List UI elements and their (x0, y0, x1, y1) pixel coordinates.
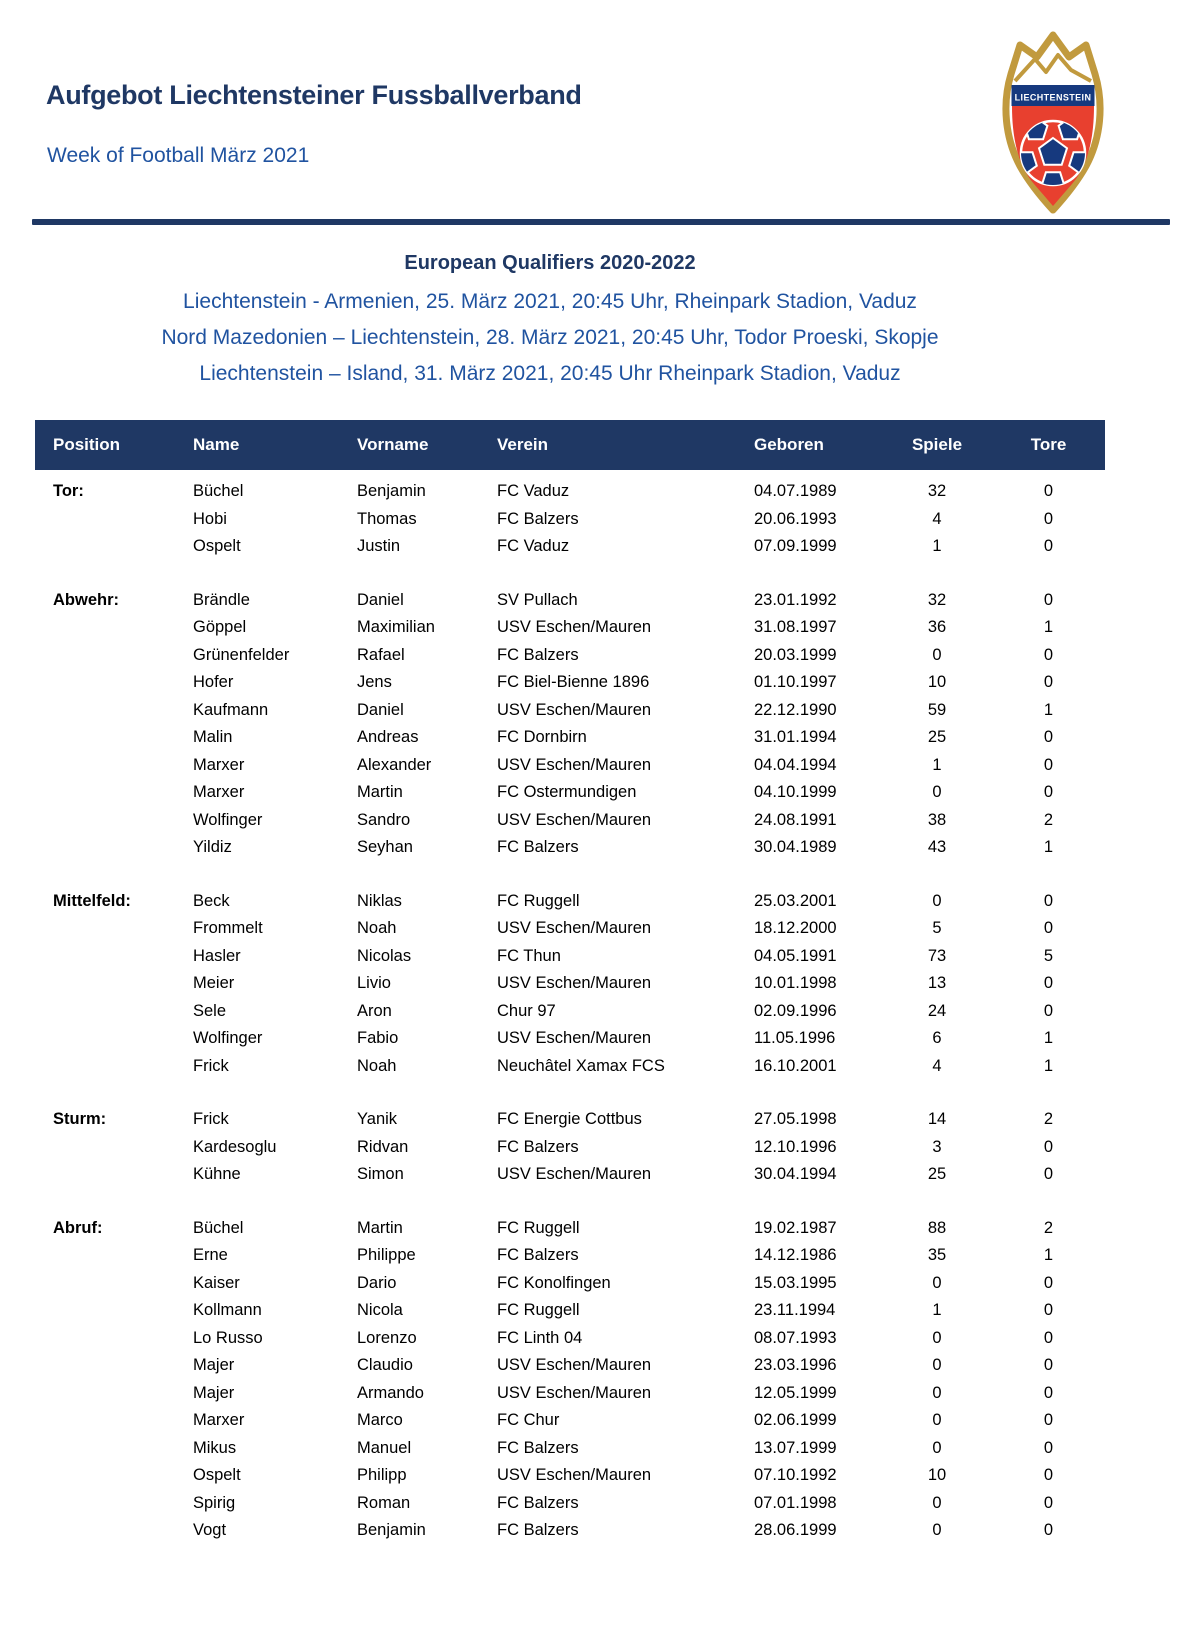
cell-geboren: 02.09.1996 (754, 1001, 837, 1020)
cell-name: Ospelt (193, 537, 241, 556)
cell-name: Wolfinger (193, 810, 263, 829)
table-row (35, 779, 1105, 807)
cell-geboren: 02.06.1999 (754, 1411, 837, 1430)
cell-spiele: 6 (932, 1029, 942, 1048)
cell-spiele: 1 (932, 1301, 942, 1320)
cell-name: Wolfinger (193, 1029, 263, 1048)
cell-geboren: 10.01.1998 (754, 974, 837, 993)
table-section (35, 478, 1105, 561)
table-section (35, 1106, 1105, 1189)
cell-verein: FC Thun (497, 946, 561, 965)
cell-geboren: 07.01.1998 (754, 1493, 837, 1512)
cell-name: Lo Russo (193, 1328, 263, 1347)
cell-name: Beck (193, 891, 230, 910)
cell-geboren: 18.12.2000 (754, 919, 837, 938)
cell-tore: 0 (1043, 673, 1054, 692)
cell-verein: FC Balzers (497, 838, 579, 857)
cell-name: Büchel (193, 1218, 244, 1237)
match-line-2: Nord Mazedonien – Liechtenstein, 28. März 2021, 20:45 Uhr, Todor Proeski, Skopje (161, 326, 939, 349)
header-divider (32, 219, 1170, 225)
cell-name: Mikus (193, 1438, 237, 1457)
cell-name: Malin (193, 728, 233, 747)
cell-vorname: Philipp (357, 1466, 407, 1485)
cell-position: Sturm: (53, 1110, 107, 1129)
cell-vorname: Andreas (357, 728, 419, 747)
cell-geboren: 30.04.1989 (754, 838, 837, 857)
cell-tore: 0 (1043, 482, 1054, 501)
cell-name: Hofer (193, 673, 234, 692)
cell-spiele: 32 (927, 482, 947, 501)
column-header-spiele: Spiele (911, 435, 963, 454)
qualifiers-title: European Qualifiers 2020-2022 (404, 252, 696, 274)
cell-geboren: 16.10.2001 (754, 1056, 837, 1075)
table-row (35, 1325, 1105, 1353)
table-row (35, 724, 1105, 752)
cell-geboren: 31.08.1997 (754, 618, 837, 637)
cell-verein: USV Eschen/Mauren (497, 810, 652, 829)
cell-spiele: 73 (927, 946, 947, 965)
cell-spiele: 25 (927, 1165, 947, 1184)
table-row (35, 1106, 1105, 1134)
table-row (35, 506, 1105, 534)
cell-tore: 1 (1043, 700, 1054, 719)
column-header-geboren: Geboren (754, 435, 824, 454)
table-row (35, 642, 1105, 670)
cell-tore: 0 (1043, 728, 1054, 747)
cell-tore: 0 (1043, 891, 1054, 910)
cell-vorname: Ridvan (357, 1137, 409, 1156)
cell-name: Büchel (193, 482, 244, 501)
cell-verein: FC Balzers (497, 1521, 579, 1540)
cell-name: Grünenfelder (193, 645, 290, 664)
cell-name: Kaufmann (193, 700, 269, 719)
crest-banner-text: LIECHTENSTEIN (1014, 92, 1092, 103)
cell-name: Erne (193, 1246, 228, 1265)
page-subtitle: Week of Football März 2021 (47, 144, 310, 167)
match-line-3: Liechtenstein – Island, 31. März 2021, 20:45 Uhr Rheinpark Stadion, Vaduz (199, 362, 901, 385)
cell-vorname: Niklas (357, 891, 402, 910)
cell-tore: 1 (1043, 618, 1054, 637)
cell-verein: Chur 97 (497, 1001, 556, 1020)
cell-vorname: Nicola (357, 1301, 403, 1320)
cell-spiele: 0 (932, 1521, 942, 1540)
cell-spiele: 24 (927, 1001, 947, 1020)
cell-verein: FC Biel-Bienne 1896 (497, 673, 650, 692)
cell-geboren: 01.10.1997 (754, 673, 837, 692)
table-row (35, 943, 1105, 971)
cell-name: Brändle (193, 590, 250, 609)
cell-verein: USV Eschen/Mauren (497, 919, 652, 938)
cell-spiele: 32 (927, 590, 947, 609)
cell-spiele: 4 (932, 509, 942, 528)
cell-name: Frommelt (193, 919, 263, 938)
cell-verein: FC Balzers (497, 1493, 579, 1512)
cell-verein: FC Balzers (497, 1438, 579, 1457)
cell-vorname: Justin (357, 537, 401, 556)
lfv-crest-logo (998, 30, 1108, 216)
cell-geboren: 23.03.1996 (754, 1356, 837, 1375)
cell-verein: SV Pullach (497, 590, 578, 609)
cell-tore: 0 (1043, 1466, 1054, 1485)
table-row (35, 1407, 1105, 1435)
cell-name: Majer (193, 1383, 235, 1402)
cell-verein: USV Eschen/Mauren (497, 1356, 652, 1375)
cell-verein: FC Ruggell (497, 1301, 580, 1320)
table-row (35, 1380, 1105, 1408)
table-header-row (35, 420, 1105, 470)
cell-verein: FC Dornbirn (497, 728, 587, 747)
cell-verein: FC Linth 04 (497, 1328, 583, 1347)
cell-tore: 2 (1043, 810, 1054, 829)
cell-geboren: 04.10.1999 (754, 783, 837, 802)
table-row (35, 614, 1105, 642)
cell-verein: FC Balzers (497, 509, 579, 528)
cell-spiele: 43 (927, 838, 947, 857)
table-row (35, 1490, 1105, 1518)
cell-vorname: Martin (357, 1218, 403, 1237)
match-line-1: Liechtenstein - Armenien, 25. März 2021, 20:45 Uhr, Rheinpark Stadion, Vaduz (183, 290, 917, 313)
cell-vorname: Alexander (357, 755, 432, 774)
cell-spiele: 5 (932, 919, 942, 938)
table-section (35, 587, 1105, 862)
cell-vorname: Simon (357, 1165, 404, 1184)
cell-tore: 0 (1043, 1328, 1054, 1347)
cell-spiele: 38 (927, 810, 947, 829)
cell-vorname: Nicolas (357, 946, 412, 965)
table-row (35, 1134, 1105, 1162)
cell-vorname: Martin (357, 783, 403, 802)
cell-name: Göppel (193, 618, 247, 637)
cell-tore: 2 (1043, 1218, 1054, 1237)
cell-geboren: 07.10.1992 (754, 1466, 837, 1485)
cell-spiele: 0 (932, 1383, 942, 1402)
cell-geboren: 22.12.1990 (754, 700, 837, 719)
cell-spiele: 36 (927, 618, 947, 637)
cell-vorname: Marco (357, 1411, 403, 1430)
cell-spiele: 0 (932, 783, 942, 802)
cell-geboren: 31.01.1994 (754, 728, 837, 747)
cell-geboren: 15.03.1995 (754, 1273, 837, 1292)
cell-vorname: Sandro (357, 810, 411, 829)
cell-name: Meier (193, 974, 235, 993)
cell-name: Ospelt (193, 1466, 241, 1485)
cell-name: Vogt (193, 1521, 227, 1540)
cell-position: Tor: (53, 482, 84, 501)
cell-vorname: Philippe (357, 1246, 416, 1265)
cell-geboren: 12.05.1999 (754, 1383, 837, 1402)
cell-tore: 0 (1043, 1273, 1054, 1292)
cell-spiele: 1 (932, 755, 942, 774)
cell-vorname: Rafael (357, 645, 405, 664)
cell-tore: 0 (1043, 509, 1054, 528)
cell-geboren: 24.08.1991 (754, 810, 837, 829)
table-row (35, 888, 1105, 916)
cell-vorname: Armando (357, 1383, 424, 1402)
cell-geboren: 14.12.1986 (754, 1246, 837, 1265)
cell-geboren: 04.07.1989 (754, 482, 837, 501)
cell-spiele: 13 (927, 974, 947, 993)
cell-tore: 0 (1043, 1165, 1054, 1184)
cell-name: Kardesoglu (193, 1137, 277, 1156)
cell-geboren: 20.03.1999 (754, 645, 837, 664)
table-row (35, 1161, 1105, 1189)
cell-verein: FC Balzers (497, 1246, 579, 1265)
cell-vorname: Noah (357, 919, 397, 938)
table-row (35, 1242, 1105, 1270)
cell-vorname: Dario (357, 1273, 397, 1292)
cell-tore: 0 (1043, 974, 1054, 993)
cell-vorname: Thomas (357, 509, 417, 528)
table-row (35, 533, 1105, 561)
cell-geboren: 28.06.1999 (754, 1521, 837, 1540)
cell-spiele: 88 (927, 1218, 947, 1237)
table-body (35, 470, 1105, 1545)
cell-geboren: 12.10.1996 (754, 1137, 837, 1156)
cell-name: Majer (193, 1356, 235, 1375)
cell-name: Kollmann (193, 1301, 262, 1320)
table-row (35, 1297, 1105, 1325)
cell-position: Abwehr: (53, 590, 119, 609)
cell-spiele: 0 (932, 1438, 942, 1457)
cell-vorname: Benjamin (357, 482, 426, 501)
cell-name: Marxer (193, 1411, 245, 1430)
cell-name: Hobi (193, 509, 227, 528)
table-row (35, 697, 1105, 725)
cell-verein: USV Eschen/Mauren (497, 618, 652, 637)
cell-geboren: 19.02.1987 (754, 1218, 837, 1237)
cell-verein: FC Ostermundigen (497, 783, 637, 802)
table-row (35, 1517, 1105, 1545)
cell-vorname: Benjamin (357, 1521, 426, 1540)
cell-name: Marxer (193, 755, 245, 774)
table-row (35, 1215, 1105, 1243)
cell-tore: 0 (1043, 919, 1054, 938)
cell-geboren: 27.05.1998 (754, 1110, 837, 1129)
cell-geboren: 23.01.1992 (754, 590, 837, 609)
table-row (35, 915, 1105, 943)
qualifiers-block (0, 252, 1100, 392)
cell-position: Mittelfeld: (53, 891, 131, 910)
cell-name: Frick (193, 1110, 229, 1129)
cell-spiele: 0 (932, 645, 942, 664)
cell-tore: 0 (1043, 1521, 1054, 1540)
cell-geboren: 13.07.1999 (754, 1438, 837, 1457)
cell-geboren: 25.03.2001 (754, 891, 837, 910)
squad-table (35, 420, 1105, 1545)
cell-verein: USV Eschen/Mauren (497, 1466, 652, 1485)
cell-tore: 0 (1043, 590, 1054, 609)
cell-tore: 0 (1043, 1356, 1054, 1375)
cell-spiele: 0 (932, 1328, 942, 1347)
table-row (35, 970, 1105, 998)
table-row (35, 478, 1105, 506)
cell-position: Abruf: (53, 1218, 103, 1237)
cell-tore: 0 (1043, 755, 1054, 774)
cell-geboren: 11.05.1996 (754, 1029, 836, 1048)
cell-spiele: 4 (932, 1056, 942, 1075)
cell-tore: 0 (1043, 1383, 1054, 1402)
cell-geboren: 20.06.1993 (754, 509, 837, 528)
table-row (35, 1270, 1105, 1298)
table-row (35, 752, 1105, 780)
table-row (35, 1352, 1105, 1380)
table-row (35, 587, 1105, 615)
cell-verein: FC Balzers (497, 645, 579, 664)
cell-verein: USV Eschen/Mauren (497, 700, 652, 719)
cell-tore: 0 (1043, 1411, 1054, 1430)
table-row (35, 807, 1105, 835)
cell-tore: 0 (1043, 1438, 1054, 1457)
table-row (35, 1435, 1105, 1463)
cell-vorname: Jens (357, 673, 392, 692)
cell-spiele: 1 (932, 537, 942, 556)
cell-geboren: 08.07.1993 (754, 1328, 837, 1347)
cell-geboren: 30.04.1994 (754, 1165, 837, 1184)
cell-verein: USV Eschen/Mauren (497, 1383, 652, 1402)
cell-geboren: 07.09.1999 (754, 537, 837, 556)
cell-name: Yildiz (193, 838, 232, 857)
cell-tore: 0 (1043, 1001, 1054, 1020)
cell-tore: 1 (1043, 838, 1054, 857)
cell-vorname: Lorenzo (357, 1328, 417, 1347)
cell-verein: FC Vaduz (497, 482, 570, 501)
cell-vorname: Daniel (357, 700, 404, 719)
cell-name: Frick (193, 1056, 229, 1075)
cell-tore: 0 (1043, 1301, 1054, 1320)
cell-geboren: 04.05.1991 (754, 946, 837, 965)
table-row (35, 1053, 1105, 1081)
cell-spiele: 0 (932, 891, 942, 910)
cell-vorname: Seyhan (357, 838, 413, 857)
table-row (35, 1025, 1105, 1053)
cell-verein: FC Chur (497, 1411, 560, 1430)
cell-tore: 1 (1043, 1246, 1054, 1265)
cell-spiele: 59 (927, 700, 947, 719)
cell-geboren: 04.04.1994 (754, 755, 837, 774)
cell-vorname: Roman (357, 1493, 411, 1512)
cell-vorname: Yanik (357, 1110, 398, 1129)
cell-verein: USV Eschen/Mauren (497, 755, 652, 774)
page-title: Aufgebot Liechtensteiner Fussballverband (46, 80, 582, 110)
column-header-verein: Verein (497, 435, 549, 454)
column-header-tore: Tore (1030, 435, 1067, 454)
table-row (35, 834, 1105, 862)
cell-spiele: 0 (932, 1411, 942, 1430)
cell-verein: FC Vaduz (497, 537, 570, 556)
table-row (35, 669, 1105, 697)
cell-vorname: Claudio (357, 1356, 413, 1375)
cell-verein: USV Eschen/Mauren (497, 1165, 652, 1184)
cell-verein: FC Energie Cottbus (497, 1110, 642, 1129)
cell-tore: 0 (1043, 783, 1054, 802)
cell-verein: FC Ruggell (497, 1218, 580, 1237)
cell-name: Kaiser (193, 1273, 240, 1292)
table-row (35, 1462, 1105, 1490)
cell-tore: 2 (1043, 1110, 1054, 1129)
cell-vorname: Manuel (357, 1438, 412, 1457)
cell-verein: USV Eschen/Mauren (497, 1029, 652, 1048)
cell-tore: 0 (1043, 1137, 1054, 1156)
cell-name: Sele (193, 1001, 227, 1020)
table-section (35, 888, 1105, 1081)
cell-verein: USV Eschen/Mauren (497, 974, 652, 993)
cell-spiele: 0 (932, 1493, 942, 1512)
cell-spiele: 35 (927, 1246, 947, 1265)
column-header-vorname: Vorname (357, 435, 429, 454)
cell-verein: FC Konolfingen (497, 1273, 611, 1292)
cell-spiele: 25 (927, 728, 947, 747)
cell-verein: Neuchâtel Xamax FCS (497, 1056, 665, 1075)
cell-tore: 0 (1043, 645, 1054, 664)
cell-verein: FC Ruggell (497, 891, 580, 910)
cell-name: Marxer (193, 783, 245, 802)
cell-tore: 1 (1043, 1029, 1054, 1048)
cell-name: Hasler (193, 946, 241, 965)
cell-vorname: Livio (357, 974, 391, 993)
cell-vorname: Fabio (357, 1029, 399, 1048)
column-header-position: Position (53, 435, 121, 454)
table-row (35, 998, 1105, 1026)
cell-spiele: 3 (932, 1137, 942, 1156)
cell-spiele: 10 (927, 673, 947, 692)
cell-name: Spirig (193, 1493, 236, 1512)
cell-tore: 0 (1043, 1493, 1054, 1512)
table-section (35, 1215, 1105, 1545)
cell-tore: 1 (1043, 1056, 1054, 1075)
cell-name: Kühne (193, 1165, 241, 1184)
cell-tore: 5 (1043, 946, 1054, 965)
cell-tore: 0 (1043, 537, 1054, 556)
cell-spiele: 0 (932, 1356, 942, 1375)
cell-spiele: 0 (932, 1273, 942, 1292)
cell-vorname: Maximilian (357, 618, 435, 637)
cell-vorname: Aron (357, 1001, 392, 1020)
cell-verein: FC Balzers (497, 1137, 579, 1156)
cell-vorname: Noah (357, 1056, 397, 1075)
cell-geboren: 23.11.1994 (754, 1301, 836, 1320)
column-header-name: Name (193, 435, 240, 454)
cell-spiele: 10 (927, 1466, 947, 1485)
cell-vorname: Daniel (357, 590, 404, 609)
cell-spiele: 14 (927, 1110, 947, 1129)
